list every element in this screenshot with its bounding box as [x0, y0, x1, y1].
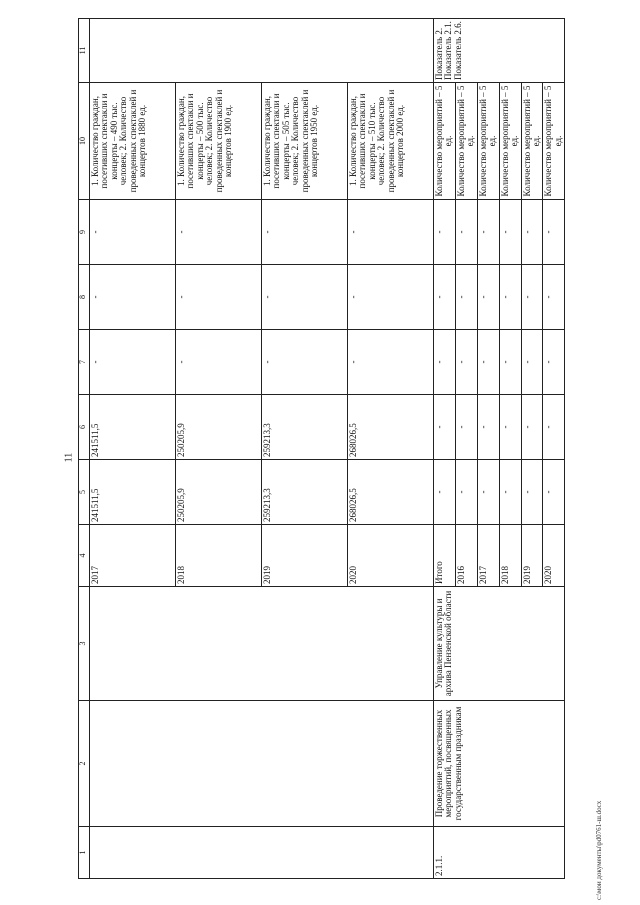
value-cell: - — [477, 330, 499, 395]
value-cell: 250205,9 — [176, 460, 262, 525]
result-cell: Количество мероприятий – 5 ед. — [499, 83, 521, 200]
value-cell: - — [262, 200, 348, 265]
year-cell: 2020 — [543, 525, 565, 587]
result-cell: Количество мероприятий – 5 ед. — [521, 83, 543, 200]
table-row — [434, 19, 456, 879]
value-cell: - — [455, 460, 477, 525]
page-number: 11 — [63, 452, 75, 463]
value-cell: 259213,3 — [262, 395, 348, 460]
value-cell: - — [348, 265, 434, 330]
value-cell: - — [499, 395, 521, 460]
value-cell: - — [262, 330, 348, 395]
value-cell: - — [521, 330, 543, 395]
value-cell: 241511,5 — [90, 395, 176, 460]
value-cell: - — [434, 330, 456, 395]
year-cell: 2019 — [521, 525, 543, 587]
value-cell: - — [455, 200, 477, 265]
value-cell: - — [90, 330, 176, 395]
value-cell: - — [455, 265, 477, 330]
value-cell: - — [90, 200, 176, 265]
value-cell: - — [521, 395, 543, 460]
executor-cell — [90, 587, 434, 701]
value-cell: - — [348, 200, 434, 265]
footer-file-path: c:\мои документы\pd0761-ш.docx — [595, 800, 603, 900]
result-cell: Количество мероприятий – 5 ед. — [434, 83, 456, 200]
col-header: 8 — [79, 265, 90, 330]
value-cell: - — [521, 265, 543, 330]
value-cell: - — [477, 265, 499, 330]
year-cell: 2020 — [348, 525, 434, 587]
value-cell: - — [434, 200, 456, 265]
result-cell: Количество мероприятий – 5 ед. — [455, 83, 477, 200]
result-cell: 1. Количество граждан, посетивших спектакли и концерты – 500 тыс. человек; 2. Количество проведенных спектаклей и концертов 1900 ед. — [176, 83, 262, 200]
year-cell: Итого — [434, 525, 456, 587]
col-header: 2 — [79, 701, 90, 827]
value-cell: - — [434, 395, 456, 460]
indicator-cell: Показатель 2. Показатель 2.1. Показатель 2.6. — [434, 19, 565, 83]
program-table-sheet — [78, 19, 604, 879]
value-cell: - — [262, 265, 348, 330]
column-number-row — [79, 19, 90, 879]
value-cell: - — [90, 265, 176, 330]
col-header: 9 — [79, 200, 90, 265]
value-cell: - — [521, 200, 543, 265]
value-cell: - — [543, 200, 565, 265]
year-cell: 2018 — [499, 525, 521, 587]
year-cell: 2017 — [90, 525, 176, 587]
value-cell: - — [455, 395, 477, 460]
result-cell: Количество мероприятий – 5 ед. — [543, 83, 565, 200]
value-cell: - — [434, 460, 456, 525]
value-cell: - — [521, 460, 543, 525]
value-cell: - — [499, 460, 521, 525]
value-cell: 241511,5 — [90, 460, 176, 525]
result-cell: 1. Количество граждан, посетивших спектакли и концерты – 505 тыс. человек; 2. Количество проведенных спектаклей и концертов 1950 ед. — [262, 83, 348, 200]
col-header: 11 — [79, 19, 90, 83]
value-cell: - — [543, 460, 565, 525]
value-cell: - — [543, 395, 565, 460]
name-cell — [90, 701, 434, 827]
table-row — [90, 19, 176, 879]
value-cell: - — [499, 330, 521, 395]
result-cell: 1. Количество граждан, посетивших спектакли и концерты – 510 тыс. человек; 2. Количество проведенных спектаклей и концертов 2000 ед. — [348, 83, 434, 200]
col-header: 5 — [79, 460, 90, 525]
value-cell: - — [176, 200, 262, 265]
value-cell: - — [477, 200, 499, 265]
value-cell: - — [434, 265, 456, 330]
num-cell: 2.1.1. — [434, 827, 565, 879]
value-cell: - — [543, 265, 565, 330]
value-cell: - — [543, 330, 565, 395]
value-cell: - — [455, 330, 477, 395]
col-header: 4 — [79, 525, 90, 587]
value-cell: - — [477, 395, 499, 460]
result-cell: 1. Количество граждан, посетивших спектакли и концерты – 490 тыс. человек; 2. Количество проведенных спектаклей и концертов 1880 ед. — [90, 83, 176, 200]
indicator-cell — [90, 19, 434, 83]
num-cell — [90, 827, 434, 879]
value-cell: - — [477, 460, 499, 525]
name-cell: Проведение торжественных мероприятий, посвященных государственным праздникам — [434, 701, 565, 827]
program-table — [78, 18, 565, 879]
value-cell: 268026,5 — [348, 460, 434, 525]
col-header: 7 — [79, 330, 90, 395]
value-cell: - — [176, 330, 262, 395]
value-cell: 259213,3 — [262, 460, 348, 525]
value-cell: - — [499, 200, 521, 265]
value-cell: 268026,5 — [348, 395, 434, 460]
executor-cell: Управление культуры и архива Пензенской области — [434, 587, 565, 701]
result-cell: Количество мероприятий – 5 ед. — [477, 83, 499, 200]
year-cell: 2016 — [455, 525, 477, 587]
col-header: 3 — [79, 587, 90, 701]
year-cell: 2017 — [477, 525, 499, 587]
year-cell: 2018 — [176, 525, 262, 587]
year-cell: 2019 — [262, 525, 348, 587]
value-cell: - — [499, 265, 521, 330]
col-header: 6 — [79, 395, 90, 460]
value-cell: 250205,9 — [176, 395, 262, 460]
value-cell: - — [176, 265, 262, 330]
value-cell: - — [348, 330, 434, 395]
col-header: 1 — [79, 827, 90, 879]
col-header: 10 — [79, 83, 90, 200]
